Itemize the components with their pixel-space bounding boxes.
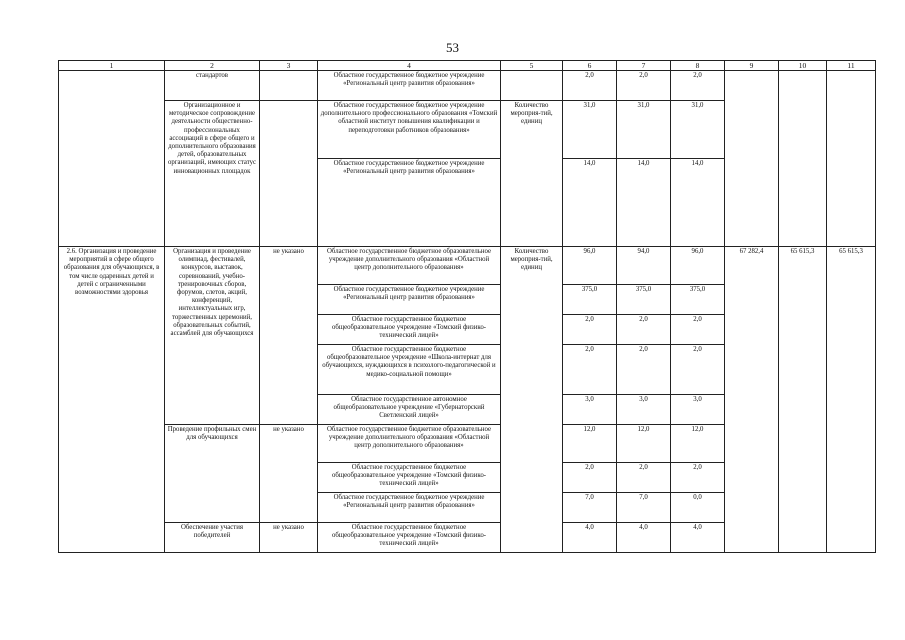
cell-value-c6: 375,0 [563, 285, 617, 315]
cell-c3 [260, 71, 318, 101]
column-number-row [59, 61, 876, 71]
program-table [58, 60, 876, 553]
cell-org: Областное государственное бюджетное образовательное учреждение дополнительного образования «Областной центр дополнительного образования» [318, 425, 501, 463]
cell-c3 [260, 101, 318, 247]
cell-c3: не указано [260, 247, 318, 425]
cell-value-c6: 12,0 [563, 425, 617, 463]
table-row [59, 71, 876, 101]
cell-value-c8: 2,0 [671, 463, 725, 493]
cell-c1-empty [59, 71, 165, 247]
col-header-3: 3 [260, 61, 318, 71]
col-header-2: 2 [165, 61, 260, 71]
col-header-6: 6 [563, 61, 617, 71]
cell-value-c8: 2,0 [671, 71, 725, 101]
cell-value-c7: 3,0 [617, 395, 671, 425]
cell-event: стандартов [165, 71, 260, 101]
cell-c3: не указано [260, 523, 318, 553]
cell-org: Областное государственное бюджетное общеобразовательное учреждение «Томский физико-технический лицей» [318, 315, 501, 345]
cell-value-c7: 2,0 [617, 71, 671, 101]
cell-org: Областное государственное бюджетное учреждение дополнительного профессионального образования «Томский областной институт повышения квалификации и переподготовки работников образования» [318, 101, 501, 159]
cell-value-c6: 2,0 [563, 345, 617, 395]
cell-unit: Количество мероприя-тий, единиц [501, 101, 563, 247]
cell-value-c8: 2,0 [671, 345, 725, 395]
cell-c9-total: 67 282,4 [725, 247, 779, 553]
col-header-1: 1 [59, 61, 165, 71]
cell-unit: Количество мероприя-тий, единиц [501, 247, 563, 553]
col-header-10: 10 [779, 61, 827, 71]
cell-org: Областное государственное бюджетное учреждение «Региональный центр развития образования» [318, 493, 501, 523]
cell-c10 [779, 71, 827, 247]
cell-task-2-6: 2.6. Организация и проведение мероприятий в сфере общего образования для обучающихся, в том числе одаренных детей и детей с ограниченными возможностями здоровья [59, 247, 165, 553]
cell-value-c8: 2,0 [671, 315, 725, 345]
col-header-8: 8 [671, 61, 725, 71]
cell-event: Обеспечение участия победителей [165, 523, 260, 553]
col-header-4: 4 [318, 61, 501, 71]
cell-value-c7: 14,0 [617, 159, 671, 247]
cell-value-c8: 0,0 [671, 493, 725, 523]
cell-value-c6: 31,0 [563, 101, 617, 159]
cell-org: Областное государственное бюджетное учреждение «Региональный центр развития образования» [318, 71, 501, 101]
col-header-9: 9 [725, 61, 779, 71]
cell-org: Областное государственное бюджетное общеобразовательное учреждение «Томский физико-технический лицей» [318, 463, 501, 493]
cell-value-c6: 4,0 [563, 523, 617, 553]
cell-value-c6: 3,0 [563, 395, 617, 425]
cell-event: Проведение профильных смен для обучающихся [165, 425, 260, 523]
cell-value-c6: 2,0 [563, 71, 617, 101]
cell-c3: не указано [260, 425, 318, 523]
cell-c11 [827, 71, 876, 247]
cell-value-c8: 4,0 [671, 523, 725, 553]
cell-value-c8: 31,0 [671, 101, 725, 159]
cell-value-c7: 375,0 [617, 285, 671, 315]
cell-value-c7: 12,0 [617, 425, 671, 463]
cell-value-c6: 7,0 [563, 493, 617, 523]
cell-org: Областное государственное бюджетное общеобразовательное учреждение «Томский физико-технический лицей» [318, 523, 501, 553]
cell-value-c8: 375,0 [671, 285, 725, 315]
cell-event: Организация и проведение олимпиад, фестивалей, конкурсов, выставок, соревнований, учебно-тренировочных сборов, форумов, слетов, акций, конференций, интеллектуальных игр, торжественных церемоний, образовательных событий, ассамблей для обучающихся [165, 247, 260, 425]
cell-org: Областное государственное бюджетное учреждение «Региональный центр развития образования» [318, 159, 501, 247]
cell-value-c8: 14,0 [671, 159, 725, 247]
cell-value-c8: 12,0 [671, 425, 725, 463]
cell-value-c6: 96,0 [563, 247, 617, 285]
cell-value-c8: 3,0 [671, 395, 725, 425]
cell-value-c7: 2,0 [617, 315, 671, 345]
page-number: 53 [446, 40, 459, 55]
cell-value-c7: 31,0 [617, 101, 671, 159]
cell-value-c7: 7,0 [617, 493, 671, 523]
cell-c10-total: 65 615,3 [779, 247, 827, 553]
col-header-11: 11 [827, 61, 876, 71]
col-header-7: 7 [617, 61, 671, 71]
cell-value-c6: 14,0 [563, 159, 617, 247]
cell-value-c6: 2,0 [563, 463, 617, 493]
cell-c11-total: 65 615,3 [827, 247, 876, 553]
cell-event: Организационное и методическое сопровождение деятельности общественно-профессиональных ассоциаций в сфере общего и дополнительного образования детей, образовательных организаций, имеющих статус инновационных площадок [165, 101, 260, 247]
cell-value-c6: 2,0 [563, 315, 617, 345]
cell-org: Областное государственное бюджетное образовательное учреждение дополнительного образования «Областной центр дополнительного образования» [318, 247, 501, 285]
cell-unit [501, 71, 563, 101]
cell-org: Областное государственное бюджетное общеобразовательное учреждение «Школа-интернат для обучающихся, нуждающихся в психолого-педагогической и медико-социальной помощи» [318, 345, 501, 395]
cell-value-c7: 94,0 [617, 247, 671, 285]
cell-value-c7: 2,0 [617, 345, 671, 395]
cell-value-c7: 4,0 [617, 523, 671, 553]
cell-value-c7: 2,0 [617, 463, 671, 493]
col-header-5: 5 [501, 61, 563, 71]
table-row [59, 247, 876, 285]
cell-org: Областное государственное автономное общеобразовательное учреждение «Губернаторский Светленский лицей» [318, 395, 501, 425]
cell-org: Областное государственное бюджетное учреждение «Региональный центр развития образования» [318, 285, 501, 315]
cell-value-c8: 96,0 [671, 247, 725, 285]
cell-c9 [725, 71, 779, 247]
